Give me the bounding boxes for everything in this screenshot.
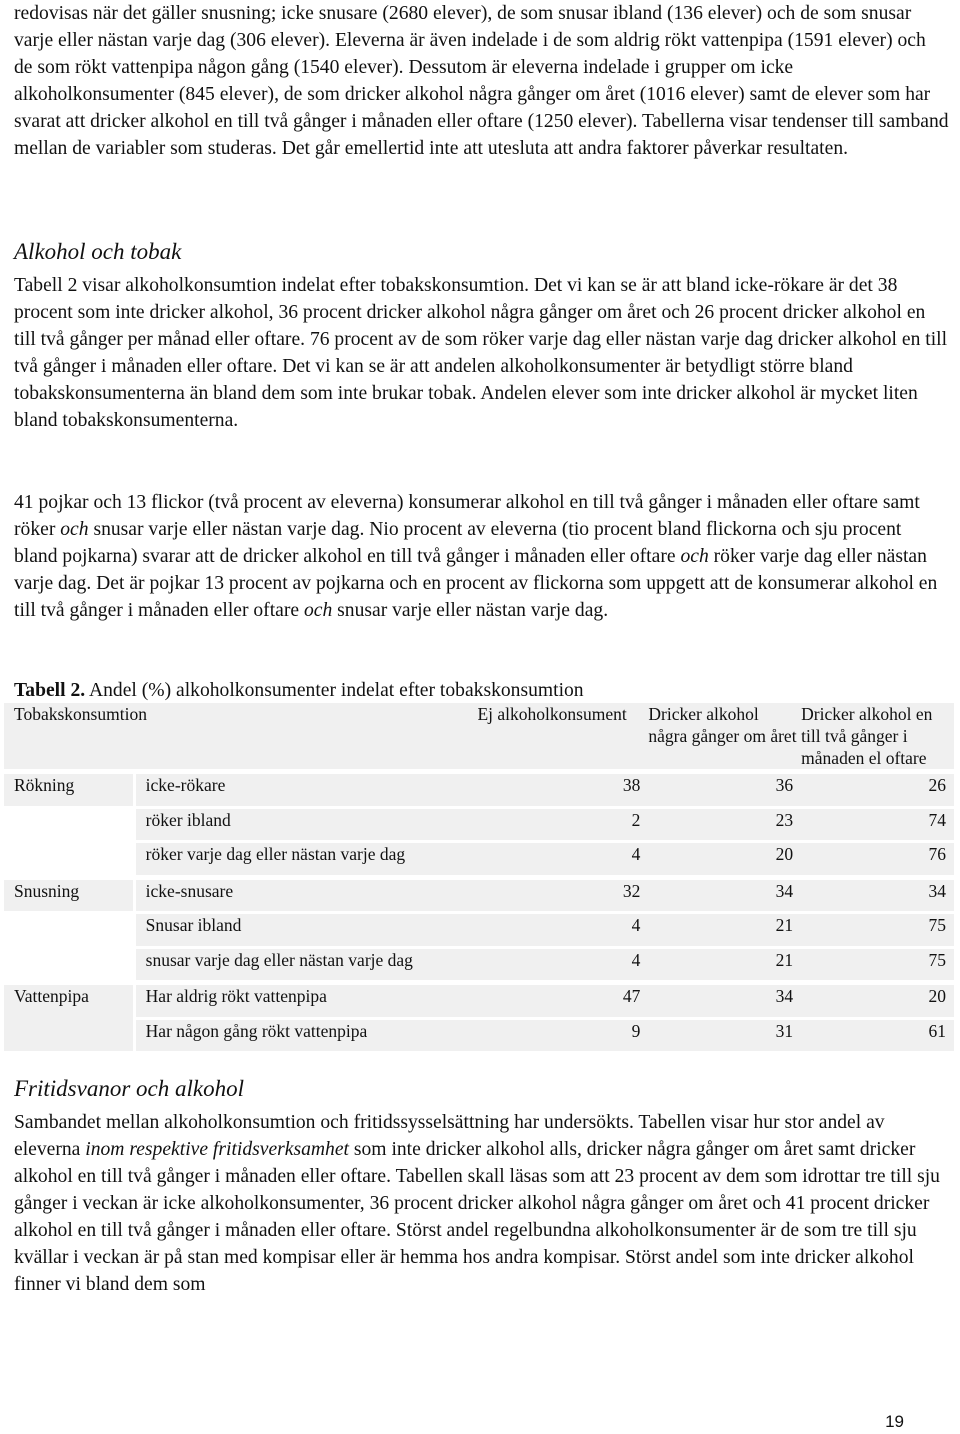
group-empty bbox=[4, 911, 133, 946]
p2-text-d: snusar varje eller nästan varje dag. bbox=[332, 600, 609, 621]
group-label-vattenpipa: Vattenpipa bbox=[4, 980, 133, 1017]
s2-text-b: som inte dricker alkohol alls, dricker några gånger om året samt dricker alkohol en till två gånger i månaden eller oftare. Tabellen skall läsas som att 23 procent av dem som idrottar tre till sju gånger i veckan är icke alkoholkonsumenter, 36 procent dricker alkohol några gånger om året och 41 procent dricker alkohol en till två gånger i månaden eller oftare. Störst andel regelbundna alkoholkonsumenter är de som tre till sju kvällar i veckan är på stan med kompisar eller är hemma hos andra kompisar. Störst andel som inte dricker alkohol finner vi bland dem som bbox=[14, 1139, 940, 1295]
cell-value: 38 bbox=[477, 769, 648, 806]
cell-value: 61 bbox=[801, 1017, 954, 1052]
row-label: röker ibland bbox=[133, 806, 478, 841]
cell-value: 4 bbox=[477, 840, 648, 875]
cell-value: 34 bbox=[801, 875, 954, 912]
table-row bbox=[4, 769, 954, 806]
p2-text-a: 41 pojkar och 13 flickor (två procent av eleverna) konsumerar alkohol en till två gånger i månaden eller oftare samt röker bbox=[14, 492, 920, 540]
table-row bbox=[4, 840, 954, 875]
s2-em: inom respektive fritidsverksamhet bbox=[85, 1139, 349, 1160]
table-caption-text: Andel (%) alkoholkonsumenter indelat efter tobakskonsumtion bbox=[85, 680, 584, 701]
section1-paragraph2 bbox=[14, 489, 949, 624]
section-heading-fritidsvanor: Fritidsvanor och alkohol bbox=[14, 1076, 244, 1101]
table-row bbox=[4, 946, 954, 981]
row-label: Har någon gång rökt vattenpipa bbox=[133, 1017, 478, 1052]
section2-paragraph-block bbox=[14, 1109, 949, 1298]
cell-value: 20 bbox=[801, 980, 954, 1017]
cell-value: 21 bbox=[648, 946, 801, 981]
row-label: icke-snusare bbox=[133, 875, 478, 912]
cell-value: 21 bbox=[648, 911, 801, 946]
alcohol-tobacco-table bbox=[4, 703, 954, 1051]
table-row bbox=[4, 1017, 954, 1052]
table-caption-label: Tabell 2. bbox=[14, 680, 86, 701]
cell-value: 32 bbox=[477, 875, 648, 912]
table-row bbox=[4, 980, 954, 1017]
cell-value: 31 bbox=[648, 1017, 801, 1052]
section1-paragraph1-block bbox=[14, 272, 949, 434]
table-header-row bbox=[4, 703, 954, 769]
section2-paragraph bbox=[14, 1109, 949, 1298]
row-label: röker varje dag eller nästan varje dag bbox=[133, 840, 478, 875]
cell-value: 34 bbox=[648, 875, 801, 912]
cell-value: 26 bbox=[801, 769, 954, 806]
page-number: 19 bbox=[885, 1412, 904, 1431]
row-label: icke-rökare bbox=[133, 769, 478, 806]
p2-text-b: snusar varje eller nästan varje dag. Nio procent av eleverna (tio procent bland flickorna och sju procent bland pojkarna) svarar att de dricker alkohol en till två gånger i månaden eller oftare bbox=[14, 519, 902, 567]
cell-value: 75 bbox=[801, 946, 954, 981]
row-label: Snusar ibland bbox=[133, 911, 478, 946]
table-row bbox=[4, 875, 954, 912]
p2-em-c: och bbox=[303, 600, 333, 621]
cell-value: 47 bbox=[477, 980, 648, 1017]
section-heading-alkohol-tobak: Alkohol och tobak bbox=[14, 239, 182, 264]
group-label-rokning: Rökning bbox=[4, 769, 133, 806]
table-caption bbox=[14, 678, 584, 704]
cell-value: 9 bbox=[477, 1017, 648, 1052]
header-ej-alkohol: Ej alkoholkonsument bbox=[477, 703, 648, 769]
cell-value: 2 bbox=[477, 806, 648, 841]
group-label-snusning: Snusning bbox=[4, 875, 133, 912]
header-en-till-tva: Dricker alkohol en till två gånger i månaden el oftare bbox=[801, 703, 954, 769]
cell-value: 76 bbox=[801, 840, 954, 875]
header-nagra-ganger: Dricker alkohol några gånger om året bbox=[648, 703, 801, 769]
intro-paragraph: redovisas när det gäller snusning; icke snusare (2680 elever), de som snusar ibland (136 elever) och de som snusar varje eller nästan varje dag (306 elever). Eleverna är även indelade i de som aldrig rökt vattenpipa (1591 elever) och de som rökt vattenpipa någon gång (1540 elever). Dessutom är eleverna indelade i grupper om icke alkoholkonsumenter (845 elever), de som dricker alkohol några gånger om året (1016 elever) samt de elever som har svarat att dricker alkohol en till två gånger i månaden eller oftare (1250 elever). Tabellerna visar tendenser till samband mellan de variabler som studeras. Det går emellertid inte att utesluta att andra faktorer påverkar resultaten. bbox=[14, 3, 949, 159]
row-label: Har aldrig rökt vattenpipa bbox=[133, 980, 478, 1017]
intro-block bbox=[14, 0, 949, 162]
p2-em-a: och bbox=[60, 519, 89, 540]
header-tobakskonsumtion: Tobakskonsumtion bbox=[4, 703, 477, 769]
group-empty bbox=[4, 1017, 133, 1052]
section1-paragraph1: Tabell 2 visar alkoholkonsumtion indelat efter tobakskonsumtion. Det vi kan se är att bland icke-rökare är det 38 procent som inte dricker alkohol, 36 procent dricker alkohol några gånger om året och 26 procent dricker alkohol en till två gånger per månad eller oftare. 76 procent av de som röker varje dag eller nästan varje dag dricker alkohol en till två gånger i månaden eller oftare. Det vi kan se är att andelen alkoholkonsumenter är betydligt större bland tobakskonsumenterna än bland dem som inte brukar tobak. Andelen elever som inte dricker alkohol är mycket liten bland tobakskonsumenterna. bbox=[14, 275, 948, 431]
cell-value: 4 bbox=[477, 911, 648, 946]
group-empty bbox=[4, 840, 133, 875]
section1-paragraph2-block bbox=[14, 489, 949, 624]
cell-value: 20 bbox=[648, 840, 801, 875]
s2-text-a: Sambandet mellan alkoholkonsumtion och fritidssysselsättning har undersökts. Tabellen visar hur stor andel av eleverna bbox=[14, 1112, 885, 1160]
p2-em-b: och bbox=[680, 546, 709, 567]
cell-value: 34 bbox=[648, 980, 801, 1017]
cell-value: 74 bbox=[801, 806, 954, 841]
cell-value: 23 bbox=[648, 806, 801, 841]
row-label: snusar varje dag eller nästan varje dag bbox=[133, 946, 478, 981]
cell-value: 36 bbox=[648, 769, 801, 806]
group-empty bbox=[4, 806, 133, 841]
group-empty bbox=[4, 946, 133, 981]
cell-value: 75 bbox=[801, 911, 954, 946]
p2-text-c: röker varje dag eller nästan varje dag. Det är pojkar 13 procent av pojkarna och en procent av flickorna som uppgett att de konsumerar alkohol en till två gånger i månaden eller oftare bbox=[14, 546, 938, 621]
table-row bbox=[4, 911, 954, 946]
table-row bbox=[4, 806, 954, 841]
cell-value: 4 bbox=[477, 946, 648, 981]
